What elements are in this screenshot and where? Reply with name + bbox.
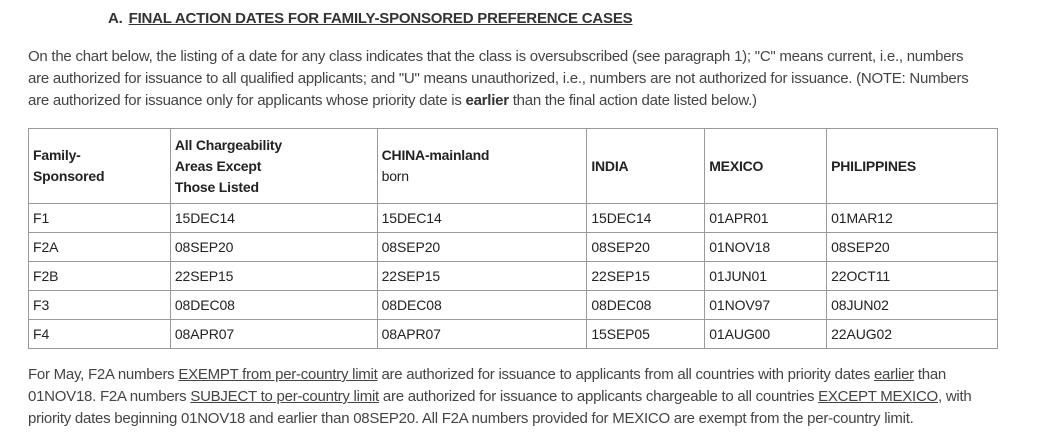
row-category: F2B bbox=[29, 262, 171, 291]
table-row bbox=[29, 262, 998, 291]
header-india: INDIA bbox=[587, 129, 705, 204]
cell-china: 08DEC08 bbox=[377, 291, 587, 320]
section-heading bbox=[108, 10, 632, 27]
cell-all-chargeability: 08DEC08 bbox=[170, 291, 377, 320]
cell-china: 08SEP20 bbox=[377, 233, 587, 262]
cell-philippines: 22OCT11 bbox=[827, 262, 998, 291]
cell-india: 08SEP20 bbox=[587, 233, 705, 262]
row-category: F1 bbox=[29, 204, 171, 233]
footer-subject-link: SUBJECT to per-country limit bbox=[190, 388, 379, 405]
intro-paragraph bbox=[28, 46, 988, 112]
row-category: F3 bbox=[29, 291, 171, 320]
footer-text-2: are authorized for issuance to applicants from all countries with priority dates bbox=[377, 366, 874, 383]
section-letter: A. bbox=[108, 10, 123, 27]
header-all-chargeability: All Chargeability Areas Except Those Listed bbox=[170, 129, 377, 204]
intro-text-1: On the chart below, the listing of a date for any class indicates that the class is oversubscribed (see paragraph 1); "C" means current, i.e., numbers are authorized for issuance to all qualified applicants; and "U" means unauthorized, i.e., numbers are not authorized for issuance. (NOTE: Numbers are authorized for issuance only for applicants whose priority date is bbox=[28, 48, 969, 109]
cell-mexico: 01APR01 bbox=[705, 204, 827, 233]
cell-mexico: 01NOV18 bbox=[705, 233, 827, 262]
cell-china: 08APR07 bbox=[377, 320, 587, 349]
cell-philippines: 08SEP20 bbox=[827, 233, 998, 262]
cell-india: 08DEC08 bbox=[587, 291, 705, 320]
footer-except-mexico: EXCEPT MEXICO bbox=[818, 388, 938, 405]
table-header-row bbox=[29, 129, 998, 204]
footer-text-3: than 01NOV18. F2A numbers bbox=[28, 366, 947, 405]
cell-china: 15DEC14 bbox=[377, 204, 587, 233]
intro-emphasis: earlier bbox=[465, 92, 509, 109]
footer-earlier: earlier bbox=[873, 366, 914, 383]
footer-text-4: are authorized for issuance to applicants chargeable to all countries bbox=[378, 388, 819, 405]
cell-mexico: 01JUN01 bbox=[705, 262, 827, 291]
header-mexico: MEXICO bbox=[705, 129, 827, 204]
cell-all-chargeability: 15DEC14 bbox=[170, 204, 377, 233]
cell-all-chargeability: 08SEP20 bbox=[170, 233, 377, 262]
intro-text-2: than the final action date listed below.) bbox=[508, 92, 757, 109]
cell-all-chargeability: 22SEP15 bbox=[170, 262, 377, 291]
cell-india: 22SEP15 bbox=[587, 262, 705, 291]
row-category: F2A bbox=[29, 233, 171, 262]
cell-india: 15DEC14 bbox=[587, 204, 705, 233]
footer-exempt-link: EXEMPT from per-country limit bbox=[178, 366, 378, 383]
table-row bbox=[29, 204, 998, 233]
cell-mexico: 01AUG00 bbox=[705, 320, 827, 349]
header-philippines: PHILIPPINES bbox=[827, 129, 998, 204]
section-title: FINAL ACTION DATES FOR FAMILY-SPONSORED PREFERENCE CASES bbox=[128, 10, 633, 27]
footer-paragraph bbox=[28, 364, 1008, 430]
row-category: F4 bbox=[29, 320, 171, 349]
table-row bbox=[29, 320, 998, 349]
footer-text-1: For May, F2A numbers bbox=[28, 366, 179, 383]
cell-philippines: 08JUN02 bbox=[827, 291, 998, 320]
cell-china: 22SEP15 bbox=[377, 262, 587, 291]
table-row bbox=[29, 233, 998, 262]
final-action-dates-table bbox=[28, 128, 998, 349]
cell-mexico: 01NOV97 bbox=[705, 291, 827, 320]
cell-philippines: 22AUG02 bbox=[827, 320, 998, 349]
table-row bbox=[29, 291, 998, 320]
cell-philippines: 01MAR12 bbox=[827, 204, 998, 233]
cell-all-chargeability: 08APR07 bbox=[170, 320, 377, 349]
footer-text-5: , with priority dates beginning 01NOV18 and earlier than 08SEP20. All F2A numbers provided for MEXICO are exempt from the per-country limit. bbox=[28, 388, 972, 427]
header-family-sponsored: Family- Sponsored bbox=[29, 129, 171, 204]
header-china: CHINA-mainland born bbox=[377, 129, 587, 204]
cell-india: 15SEP05 bbox=[587, 320, 705, 349]
